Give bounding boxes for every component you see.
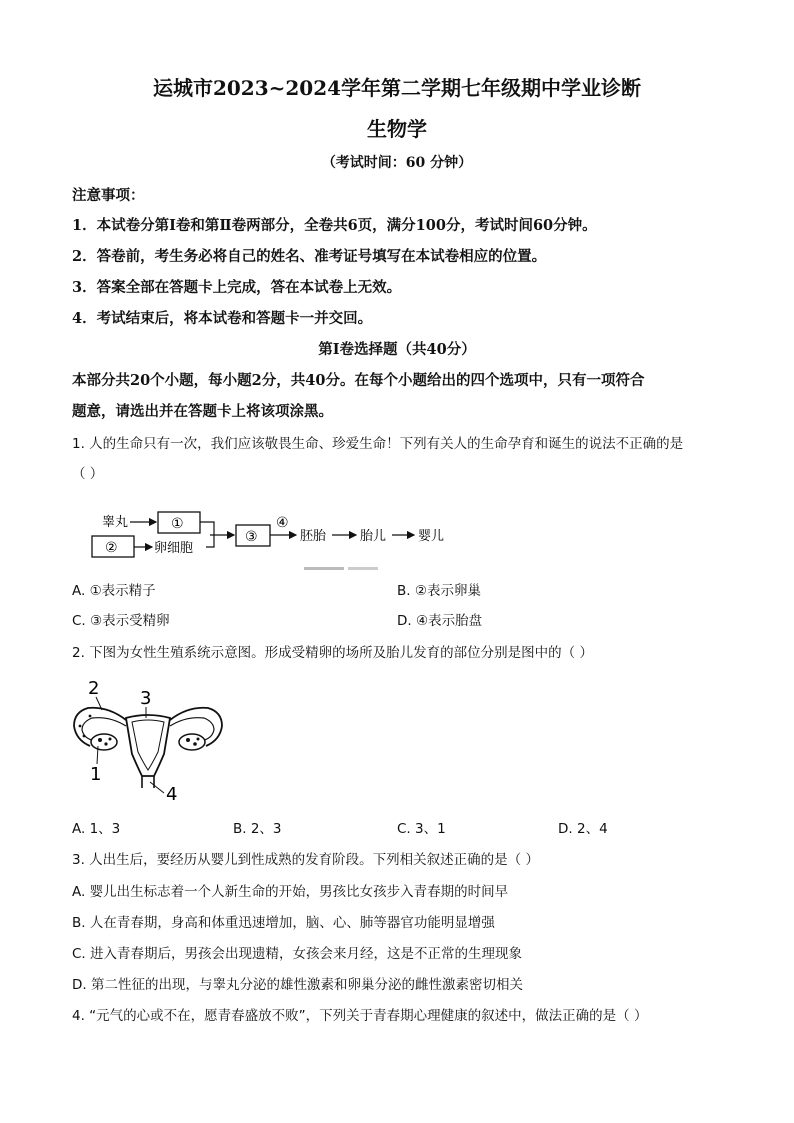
section-intro-line1: 本部分共20个小题，每小题2分，共40分。在每个小题给出的四个选项中，只有一项符合	[72, 372, 645, 389]
baby-label: 婴儿	[418, 529, 445, 544]
q2-option-a: A. 1、3	[72, 821, 121, 837]
fetus-label: 胎儿	[360, 529, 387, 544]
note-item: 2．答卷前，考生务必将自己的姓名、准考证号填写在本试卷相应的位置。	[72, 248, 547, 265]
q1-flow-diagram	[86, 505, 486, 575]
diagram-label-2: 2	[88, 678, 100, 699]
q2-option-b: B. 2、3	[233, 821, 282, 837]
q1-option-c: C. ③表示受精卵	[72, 613, 170, 629]
q3-stem: 3. 人出生后，要经历从婴儿到性成熟的发育阶段。下列相关叙述正确的是（ ）	[72, 852, 539, 868]
diagram-label-1: 1	[90, 764, 102, 785]
exam-title: 运城市2023~2024学年第二学期七年级期中学业诊断	[152, 76, 642, 100]
egg-label: 卵细胞	[154, 541, 194, 556]
q2-stem: 2. 下图为女性生殖系统示意图。形成受精卵的场所及胎儿发育的部位分别是图中的（ ）	[72, 645, 593, 661]
q4-stem: 4. “元气的心或不在，愿青春盛放不败”，下列关于青春期心理健康的叙述中，做法正确的是（ ）	[72, 1008, 648, 1024]
q3-option-a: A. 婴儿出生标志着一个人新生命的开始，男孩比女孩步入青春期的时间早	[72, 884, 509, 900]
q2-option-d: D. 2、4	[558, 821, 608, 837]
q1-option-a: A. ①表示精子	[72, 583, 156, 599]
q1-stem: 1. 人的生命只有一次，我们应该敬畏生命、珍爱生命！下列有关人的生命孕育和诞生的说法不正确的是	[72, 436, 684, 452]
section-intro-line2: 题意，请选出并在答题卡上将该项涂黑。	[72, 403, 333, 420]
note-item: 4．考试结束后，将本试卷和答题卡一并交回。	[72, 310, 373, 327]
q1-stem-blank: （ ）	[72, 466, 104, 482]
note-item: 1．本试卷分第Ⅰ卷和第Ⅱ卷两部分，全卷共6页，满分100分，考试时间60分钟。	[72, 217, 597, 234]
notes-heading: 注意事项：	[72, 187, 145, 204]
q1-option-d: D. ④表示胎盘	[397, 613, 483, 629]
note-item: 3．答案全部在答题卡上完成，答在本试卷上无效。	[72, 279, 402, 296]
female-reproductive-diagram	[68, 676, 228, 806]
q3-option-c: C. 进入青春期后，男孩会出现遗精，女孩会来月经，这是不正常的生理现象	[72, 946, 523, 962]
q1-option-b: B. ②表示卵巢	[397, 583, 481, 599]
q3-option-d: D. 第二性征的出现，与睾丸分泌的雄性激素和卵巢分泌的雌性激素密切相关	[72, 977, 523, 993]
q2-option-c: C. 3、1	[397, 821, 446, 837]
section-heading: 第Ⅰ卷选择题（共40分）	[318, 341, 476, 358]
box1-label: ①	[171, 516, 184, 532]
box2-label: ②	[105, 540, 118, 556]
subject-title: 生物学	[367, 117, 427, 141]
exam-time: （考试时间：60 分钟）	[321, 155, 473, 171]
diagram-label-4: 4	[166, 784, 178, 805]
mark4-label: ④	[276, 515, 289, 531]
diagram-label-3: 3	[140, 688, 152, 709]
q3-option-b: B. 人在青春期，身高和体重迅速增加，脑、心、肺等器官功能明显增强	[72, 915, 495, 931]
testis-label: 睾丸	[102, 515, 129, 530]
embryo-label: 胚胎	[300, 529, 327, 544]
box3-label: ③	[245, 529, 258, 545]
